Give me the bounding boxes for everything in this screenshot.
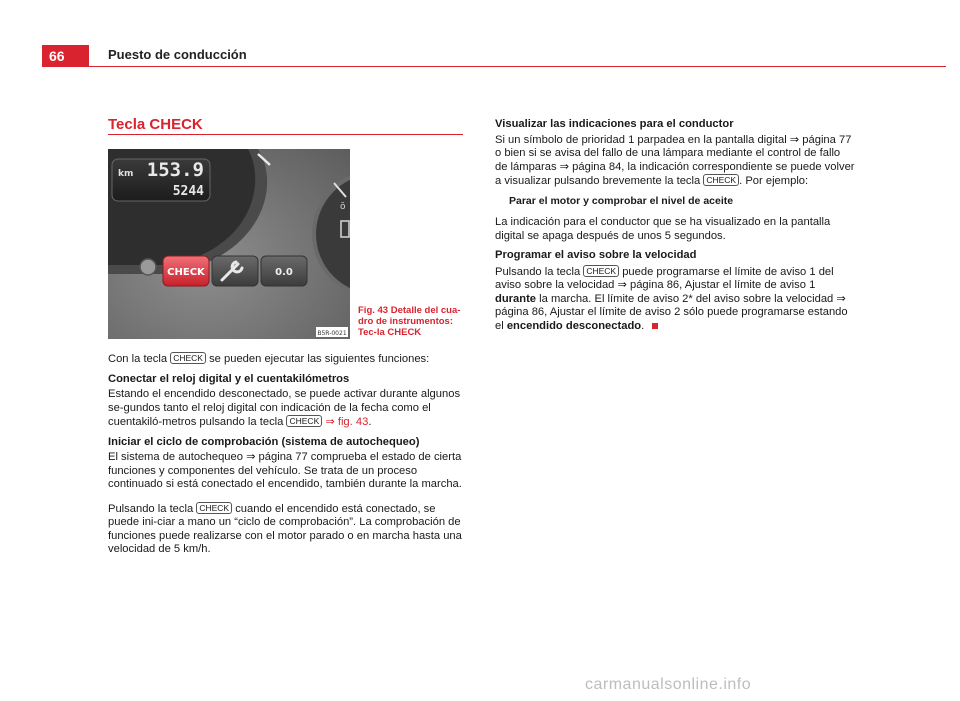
left-column <box>108 352 468 563</box>
check-key: CHECK <box>286 415 322 427</box>
heading-speed-warning: Programar el aviso sobre la velocidad <box>495 249 697 261</box>
check-key: CHECK <box>196 502 232 514</box>
instrument-cluster-illustration <box>108 149 350 339</box>
r-p3-text: Pulsando la tecla <box>495 265 581 278</box>
example-message: Parar el motor y comprobar el nivel de aceite <box>509 194 734 207</box>
figure-code: B5R-0021 <box>317 330 347 337</box>
figure-reference-link[interactable]: ⇒ fig. 43 <box>325 416 369 428</box>
intro-text-end: se pueden ejecutar las siguientes funciones: <box>205 353 430 365</box>
heading-check-cycle: Iniciar el ciclo de comprobación (sistema de autochequeo) <box>108 435 420 448</box>
r-p3-mid: puede programarse el límite de aviso 1 del aviso sobre la velocidad ⇒ página 86, Ajustar el límite de aviso 1 <box>495 265 834 291</box>
check-key: CHECK <box>583 265 619 277</box>
intro-text: Con la tecla <box>108 353 168 365</box>
paragraph-driver-info <box>495 134 855 189</box>
check-button-label: CHECK <box>167 267 205 278</box>
p3-text: Pulsando la tecla <box>108 502 194 515</box>
r-p3-mid2: la marcha. El límite de aviso 2* del aviso sobre la velocidad ⇒ página 86, Ajustar el límite de aviso 2 sólo puede programarse estando el <box>495 292 848 332</box>
r-p1-text: Si un símbolo de prioridad 1 parpadea en la pantalla digital ⇒ página 77 o bien si se avisa del fallo de una lámpara mediante el control de fallo de lámparas ⇒ página 84, la indicación correspondiente se puede volver a visualizar pulsando brevemente la tecla <box>495 133 855 187</box>
section-rule <box>108 134 463 135</box>
section-end-marker <box>652 323 658 329</box>
p1-end: . <box>368 416 372 428</box>
lcd-odometer: 5244 <box>172 184 204 199</box>
section-title: Tecla CHECK <box>108 116 203 133</box>
r-p3-bold-durante: durante <box>495 292 537 305</box>
reset-button-label: 0.0 <box>275 267 293 278</box>
heading-driver-info: Visualizar las indicaciones para el conductor <box>495 118 734 130</box>
fuel-gauge-marking: ō <box>340 202 346 212</box>
p1-text: Estando el encendido desconectado, se puede activar durante algunos se-gundos tanto el reloj digital con indicación de la fecha como el cuentakiló-metros pulsando la tecla <box>108 388 461 428</box>
paragraph-speed-warning <box>495 265 855 334</box>
r-p3-bold-encendido: encendido desconectado <box>506 319 642 332</box>
right-column <box>495 118 855 339</box>
lcd-trip: 153.9 <box>146 159 204 181</box>
lcd-unit: km <box>118 169 134 179</box>
paragraph-manual-check <box>108 502 468 557</box>
paragraph-check-system: El sistema de autochequeo ⇒ página 77 comprueba el estado de cierta funciones y componentes del vehículo. Se trata de un proceso continuado si está conectado el encendido, también durante la marcha. <box>108 451 462 490</box>
heading-clock-odometer: Conectar el reloj digital y el cuentakilómetros <box>108 372 350 385</box>
paragraph-display-timeout: La indicación para el conductor que se ha visualizado en la pantalla digital se apaga después de unos 5 segundos. <box>495 216 831 242</box>
header-title: Puesto de conducción <box>108 47 247 62</box>
r-p1-end: . Por ejemplo: <box>739 175 809 187</box>
p3-end: cuando el encendido está conectado, se puede ini-ciar a mano un “ciclo de comprobación”. La comprobación de funciones puede realizarse con el motor parado o en marcha hasta una velocidad de 5 km/h. <box>108 502 462 555</box>
light-sensor <box>140 259 156 275</box>
check-key: CHECK <box>703 174 739 186</box>
header-rule <box>89 66 946 67</box>
r-p3-end: . <box>641 319 645 332</box>
paragraph-clock-odometer <box>108 388 468 430</box>
watermark: carmanualsonline.info <box>585 676 752 693</box>
instrument-cluster-figure <box>108 149 350 339</box>
check-key: CHECK <box>170 352 206 364</box>
page-number: 66 <box>42 45 89 67</box>
intro-paragraph <box>108 352 468 367</box>
figure-caption: Fig. 43 Detalle del cua-dro de instrumentos: Tec-la CHECK <box>358 305 461 338</box>
